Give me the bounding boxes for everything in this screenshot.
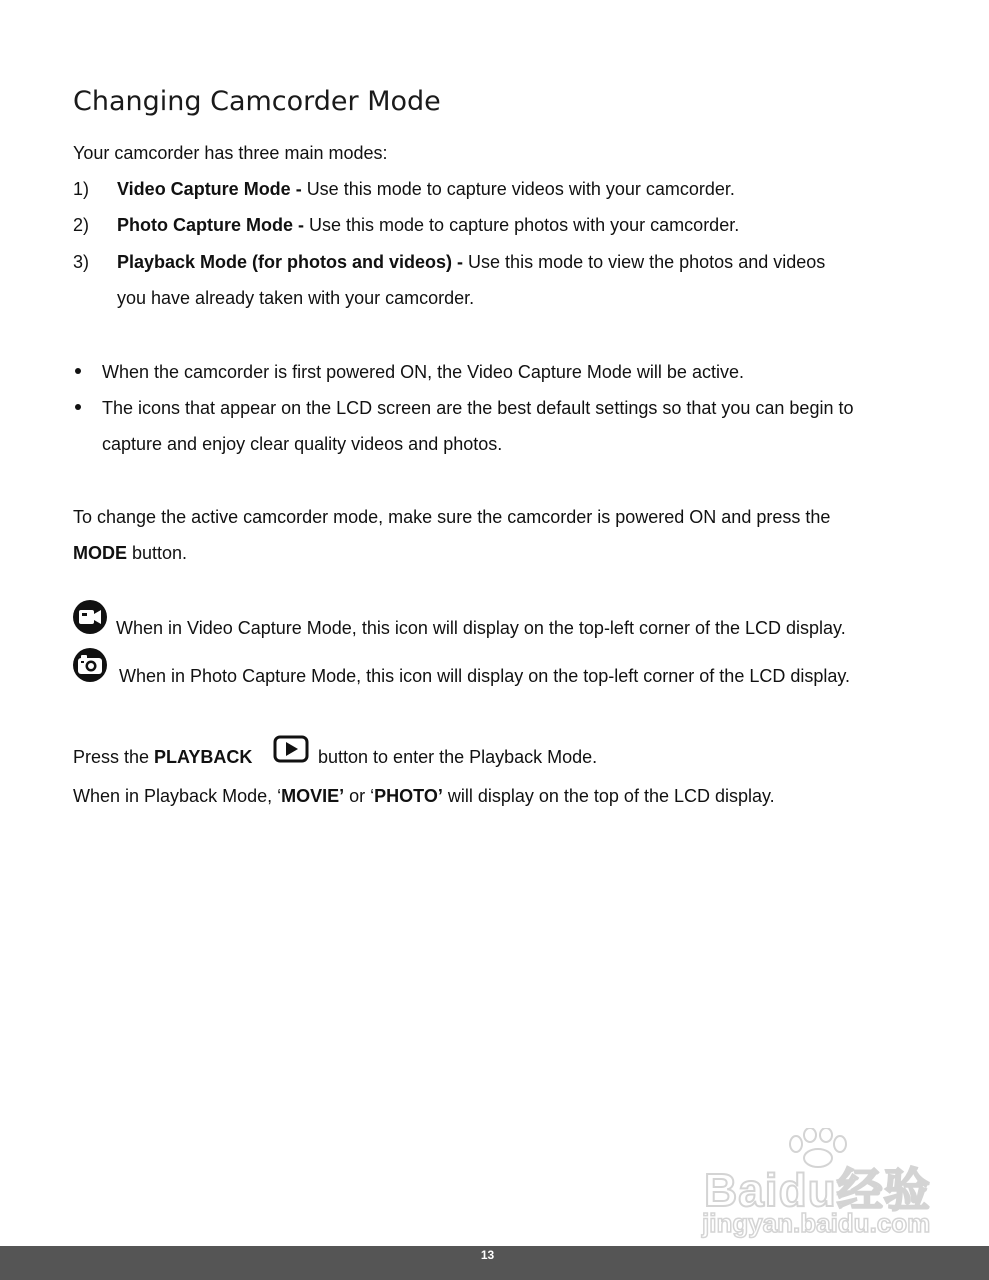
bullet-text: The icons that appear on the LCD screen are the best default settings so that you can begin to bbox=[102, 398, 854, 418]
list-item bbox=[117, 251, 825, 273]
mode-description: Use this mode to capture photos with your camcorder. bbox=[309, 215, 740, 235]
list-item bbox=[117, 214, 739, 236]
bullet-text-continuation: capture and enjoy clear quality videos and photos. bbox=[102, 434, 503, 454]
icon-description: When in Video Capture Mode, this icon will display on the top-left corner of the LCD display. bbox=[116, 618, 846, 638]
mode-description: Use this mode to capture videos with your camcorder. bbox=[306, 179, 735, 199]
watermark-url: jingyan.baidu.com bbox=[702, 1208, 931, 1238]
paragraph-text-continuation: MODE button. bbox=[73, 543, 188, 563]
playback-note: When in Playback Mode, ‘MOVIE’ or ‘PHOTO’ will display on the top of the LCD display. bbox=[73, 786, 775, 806]
list-number: 1) bbox=[73, 179, 90, 199]
list-item bbox=[117, 178, 735, 200]
mode-name: Playback Mode (for photos and videos) - bbox=[117, 252, 469, 272]
page-number: 13 bbox=[480, 1248, 495, 1262]
playback-instruction: Press the PLAYBACK bbox=[73, 747, 253, 767]
mode-name: Video Capture Mode - bbox=[117, 179, 307, 199]
list-number: 3) bbox=[73, 252, 90, 272]
movie-label: MOVIE’ bbox=[281, 786, 345, 806]
bullet-marker bbox=[75, 404, 81, 410]
bullet-text: When the camcorder is first powered ON, the Video Capture Mode will be active. bbox=[102, 362, 744, 382]
baidu-watermark bbox=[700, 1128, 940, 1244]
photo-label: PHOTO’ bbox=[374, 786, 443, 806]
mode-button-label: MODE bbox=[73, 543, 127, 563]
play-button-icon bbox=[273, 735, 309, 763]
bullet-marker bbox=[75, 368, 81, 374]
icon-description: When in Photo Capture Mode, this icon will display on the top-left corner of the LCD display. bbox=[119, 666, 851, 686]
playback-button-label: PLAYBACK bbox=[154, 747, 253, 767]
list-number: 2) bbox=[73, 215, 90, 235]
list-item-continuation: you have already taken with your camcorder. bbox=[117, 288, 475, 308]
mode-name: Photo Capture Mode - bbox=[117, 215, 309, 235]
paragraph-text: To change the active camcorder mode, make sure the camcorder is powered ON and press the bbox=[73, 507, 831, 527]
watermark-logo: Baidu经验 bbox=[704, 1164, 931, 1216]
intro-text: Your camcorder has three main modes: bbox=[73, 143, 388, 163]
page-title: Changing Camcorder Mode bbox=[73, 86, 441, 117]
photo-camera-icon bbox=[72, 647, 108, 683]
video-camera-icon bbox=[72, 599, 108, 635]
mode-description: Use this mode to view the photos and videos bbox=[468, 252, 826, 272]
playback-instruction-tail: button to enter the Playback Mode. bbox=[318, 747, 598, 767]
